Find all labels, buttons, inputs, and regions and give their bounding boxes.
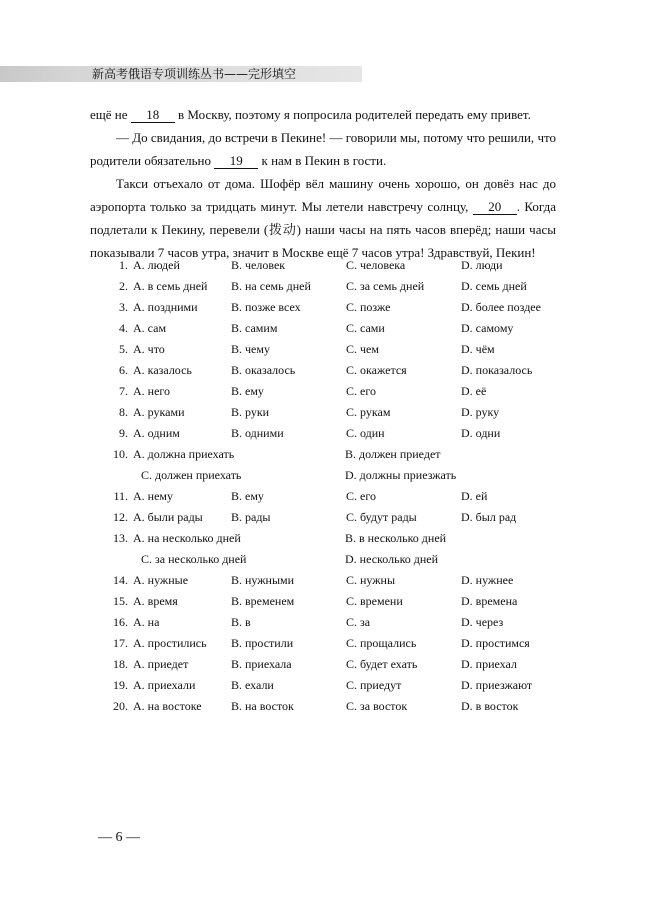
running-header: 新高考俄语专项训练丛书——完形填空: [92, 67, 297, 81]
option-a: A. казалось: [133, 363, 192, 377]
option-c: C. его: [346, 384, 376, 398]
option-c: C. один: [346, 426, 385, 440]
option-a: A. на несколько дней: [133, 531, 241, 545]
option-c: C. должен приехать: [141, 468, 242, 482]
question-number: 4.: [119, 321, 128, 335]
option-b: B. руки: [231, 405, 270, 419]
option-a: A. должна приехать: [133, 447, 235, 461]
question-number: 10.: [113, 447, 128, 461]
option-a: A. время: [133, 594, 178, 608]
question-number: 15.: [113, 594, 128, 608]
passage-text: — До свидания, до встречи в Пекине! — говорили мы, потому что решили, что родители обязательно: [90, 130, 556, 168]
option-a: A. на: [133, 615, 160, 629]
option-c: C. нужны: [346, 573, 396, 587]
option-b: B. в: [231, 615, 251, 629]
option-d: D. семь дней: [461, 279, 527, 293]
option-b: B. приехала: [231, 657, 292, 671]
page-number: — 6 —: [98, 830, 140, 845]
question-number: 16.: [113, 615, 128, 629]
question-number: 1.: [119, 258, 128, 272]
option-d: D. ей: [461, 489, 488, 503]
question-number: 3.: [119, 300, 128, 314]
question-number: 13.: [113, 531, 128, 545]
option-d: D. времена: [461, 594, 518, 608]
option-a: A. нему: [133, 489, 174, 503]
option-d: D. простимся: [461, 636, 530, 650]
passage-text: к нам в Пекин в гости.: [258, 153, 387, 168]
option-c: C. человека: [346, 258, 406, 272]
option-c: C. прощались: [346, 636, 417, 650]
option-c: C. рукам: [346, 405, 391, 419]
question-number: 8.: [119, 405, 128, 419]
option-a: A. на востоке: [133, 699, 202, 713]
option-a: A. приехали: [133, 678, 196, 692]
option-c: C. его: [346, 489, 376, 503]
option-d: D. руку: [461, 405, 500, 419]
blank-19: 19: [214, 154, 258, 169]
option-b: B. на восток: [231, 699, 294, 713]
question-number: 2.: [119, 279, 128, 293]
option-b: B. ехали: [231, 678, 274, 692]
option-b: B. человек: [231, 258, 286, 272]
passage-paragraph-3: [90, 172, 556, 264]
option-c: C. за семь дней: [346, 279, 425, 293]
option-d: D. показалось: [461, 363, 533, 377]
question-number: 7.: [119, 384, 128, 398]
option-a: A. руками: [133, 405, 185, 419]
option-d: D. должны приезжать: [345, 468, 457, 482]
option-b: B. временем: [231, 594, 295, 608]
option-d: D. самому: [461, 321, 514, 335]
option-b: B. позже всех: [231, 300, 301, 314]
option-b: B. рады: [231, 510, 271, 524]
option-d: D. в восток: [461, 699, 519, 713]
passage-text: ещё не: [90, 107, 131, 122]
option-c: C. будут рады: [346, 510, 417, 524]
blank-20: 20: [473, 200, 517, 215]
passage-paragraph-1: [90, 103, 556, 126]
passage-paragraph-2: [90, 126, 556, 172]
passage-text: Такси отъехало от дома. Шофёр вёл машину очень хорошо, он довёз нас до аэропорта только за тридцать минут. Мы летели навстречу солнцу,: [90, 176, 556, 214]
option-a: A. сам: [133, 321, 167, 335]
option-c: C. окажется: [346, 363, 407, 377]
option-d: D. приезжают: [461, 678, 533, 692]
option-a: A. людей: [133, 258, 180, 272]
question-number: 12.: [113, 510, 128, 524]
option-a: A. в семь дней: [133, 279, 208, 293]
option-a: A. одним: [133, 426, 180, 440]
option-b: B. ему: [231, 384, 264, 398]
option-b: B. одними: [231, 426, 284, 440]
option-b: B. в несколько дней: [345, 531, 447, 545]
option-a: A. него: [133, 384, 171, 398]
option-a: A. приедет: [133, 657, 189, 671]
passage-text: в Москву, поэтому я попросила родителей передать ему привет.: [174, 107, 531, 122]
option-d: D. более поздее: [461, 300, 541, 314]
question-number: 18.: [113, 657, 128, 671]
option-b: B. простили: [231, 636, 294, 650]
option-b: B. должен приедет: [345, 447, 441, 461]
option-d: D. её: [461, 384, 487, 398]
question-number: 19.: [113, 678, 128, 692]
option-a: A. были рады: [133, 510, 203, 524]
option-a: A. поздними: [133, 300, 198, 314]
option-b: B. самим: [231, 321, 278, 335]
option-c: C. за: [346, 615, 371, 629]
option-c: C. сами: [346, 321, 385, 335]
option-c: C. будет ехать: [346, 657, 418, 671]
question-number: 5.: [119, 342, 128, 356]
option-d: D. одни: [461, 426, 501, 440]
option-b: B. ему: [231, 489, 264, 503]
option-d: D. несколько дней: [345, 552, 439, 566]
question-number: 20.: [113, 699, 128, 713]
option-d: D. был рад: [461, 510, 517, 524]
option-c: C. чем: [346, 342, 379, 356]
option-c: C. времени: [346, 594, 403, 608]
question-number: 11.: [113, 489, 128, 503]
passage-text: . Когда подлетали к Пекину, перевели (拨动) наши часы на пять часов вперёд; наши часы показывали 7 часов утра, значит в Москве ещё 7 часов утра! Здравствуй, Пекин!: [90, 199, 556, 260]
blank-18: 18: [131, 108, 175, 123]
question-number: 17.: [113, 636, 128, 650]
option-b: B. оказалось: [231, 363, 296, 377]
option-c: C. позже: [346, 300, 391, 314]
question-number: 9.: [119, 426, 128, 440]
option-b: B. на семь дней: [231, 279, 311, 293]
question-number: 6.: [119, 363, 128, 377]
option-d: D. нужнее: [461, 573, 514, 587]
option-d: D. приехал: [461, 657, 517, 671]
option-a: A. что: [133, 342, 165, 356]
option-b: B. чему: [231, 342, 270, 356]
option-d: D. через: [461, 615, 504, 629]
option-c: C. приедут: [346, 678, 402, 692]
option-c: C. за несколько дней: [141, 552, 247, 566]
option-d: D. люди: [461, 258, 503, 272]
question-number: 14.: [113, 573, 128, 587]
option-a: A. простились: [133, 636, 207, 650]
option-c: C. за восток: [346, 699, 408, 713]
option-a: A. нужные: [133, 573, 189, 587]
option-d: D. чём: [461, 342, 495, 356]
option-b: B. нужными: [231, 573, 295, 587]
